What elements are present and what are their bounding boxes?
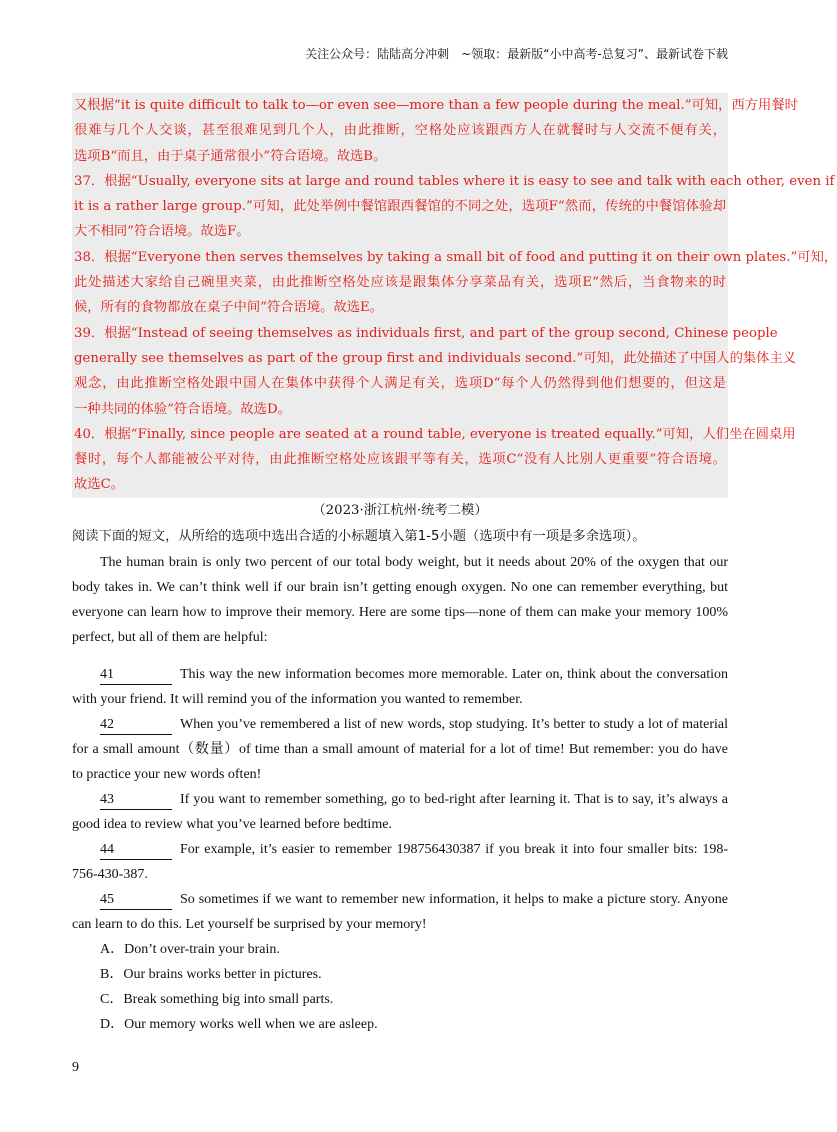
passage-line: to practice your new words often! — [72, 767, 262, 782]
question-text: This way the new information becomes more memorable. Later on, think about the conversation — [180, 667, 728, 682]
answer-line: 观念，由此推断空格处跟中国人在集体中获得个人满足有关，选项D“每个人仍然得到他们想要的，但这是 — [74, 376, 726, 392]
page-header: 关注公众号：陆陆高分冲刺 ~领取：最新版“小中高考-总复习”、最新试卷下载 — [305, 47, 728, 61]
question-45-line — [72, 887, 728, 912]
answer-blank-41[interactable]: 41 — [100, 666, 172, 685]
option-c: C．Break something big into small parts. — [100, 992, 334, 1007]
answer-line: 此处描述大家给自己碗里夹菜，由此推断空格处应该是跟集体分享菜品有关，选项E“然后，当食物来的时 — [74, 275, 726, 291]
answer-line: 选项B“而且，由于桌子通常很小”符合语境。故选B。 — [74, 148, 387, 164]
passage-line: with your friend. It will remind you of the information you wanted to remember. — [72, 692, 523, 707]
reading-passage — [72, 550, 728, 1037]
option-b: B．Our brains works better in pictures. — [100, 967, 322, 982]
option-d: D．Our memory works well when we are asleep. — [100, 1017, 378, 1032]
passage-line: 756-430-387. — [72, 867, 148, 882]
answer-line: 40．根据“Finally, since people are seated at a round table, everyone is treated equally.”可知，人们坐在圆桌用 — [74, 426, 796, 442]
passage-line: perfect, but all of them are helpful: — [72, 630, 268, 645]
question-text: So sometimes if we want to remember new information, it helps to make a picture story. Anyone — [180, 892, 728, 907]
answer-explanation-block — [72, 93, 837, 498]
instruction — [72, 524, 728, 549]
passage-line: can learn to do this. Let yourself be surprised by your memory! — [72, 917, 427, 932]
question-42-line — [72, 712, 728, 737]
answer-line: it is a rather large group.”可知，此处举例中餐馆跟西餐馆的不同之处，选项F“然而，传统的中餐馆体验却 — [74, 199, 726, 215]
answer-line: 一种共同的体验”符合语境。故选D。 — [74, 401, 291, 417]
passage-line: The human brain is only two percent of our total body weight, but it needs about 20% of the oxygen that our — [100, 555, 728, 570]
question-44-line — [72, 837, 728, 862]
instruction-text: 阅读下面的短文，从所给的选项中选出合适的小标题填入第1-5小题（选项中有一项是多余选项）。 — [72, 529, 646, 544]
answer-line: 38．根据“Everyone then serves themselves by taking a small bit of food and putting it on their own plates.”可知， — [74, 249, 837, 265]
answer-line: 大不相同”符合语境。故选F。 — [74, 224, 250, 240]
question-43-line — [72, 787, 728, 812]
answer-line: 很难与几个人交谈，甚至很难见到几个人，由此推断，空格处应该跟西方人在就餐时与人交流不便有关， — [74, 123, 726, 139]
option-a: A．Don’t over-train your brain. — [100, 942, 280, 957]
passage-line: good idea to review what you’ve learned before bedtime. — [72, 817, 392, 832]
passage-line: everyone can learn how to improve their memory. Here are some tips—none of them can make your memory 100% — [72, 605, 728, 620]
answer-line: 37．根据“Usually, everyone sits at large and round tables where it is easy to see and talk with each other, even if — [74, 173, 835, 189]
answer-blank-44[interactable]: 44 — [100, 841, 172, 860]
answer-line: 候，所有的食物都放在桌子中间”符合语境。故选E。 — [74, 300, 384, 316]
question-41-line — [72, 662, 728, 687]
answer-blank-43[interactable]: 43 — [100, 791, 172, 810]
answer-line: generally see themselves as part of the group first and individuals second.”可知，此处描述了中国人的集体主义 — [74, 350, 797, 366]
answer-line: 餐时，每个人都能被公平对待，由此推断空格处应该跟平等有关，选项C“没有人比别人更重要”符合语境。 — [74, 452, 726, 468]
question-text: For example, it’s easier to remember 198756430387 if you break it into four smaller bits: 198- — [180, 842, 728, 857]
question-text: When you’ve remembered a list of new words, stop studying. It’s better to study a lot of material — [180, 717, 728, 732]
question-text: If you want to remember something, go to bed-right after learning it. That is to say, it’s always a — [180, 792, 728, 807]
passage-line: for a small amount（数量）of time than a small amount of material for a lot of time! But remember: you do have — [72, 742, 728, 757]
answer-blank-42[interactable]: 42 — [100, 716, 172, 735]
page-number: 9 — [72, 1060, 79, 1075]
answer-line: 39．根据“Instead of seeing themselves as individuals first, and part of the group second, Chinese people — [74, 325, 778, 341]
answer-line: 故选C。 — [74, 477, 125, 493]
answer-line: 又根据“it is quite difficult to talk to—or even see—more than a few people during the meal.”可知，西方用餐时 — [74, 98, 798, 113]
passage-line: body takes in. We can’t think well if our brain isn’t getting enough oxygen. No one can remember everything, but — [72, 580, 728, 595]
answer-blank-45[interactable]: 45 — [100, 891, 172, 910]
source-citation: （2023·浙江杭州·统考二模） — [312, 503, 488, 518]
